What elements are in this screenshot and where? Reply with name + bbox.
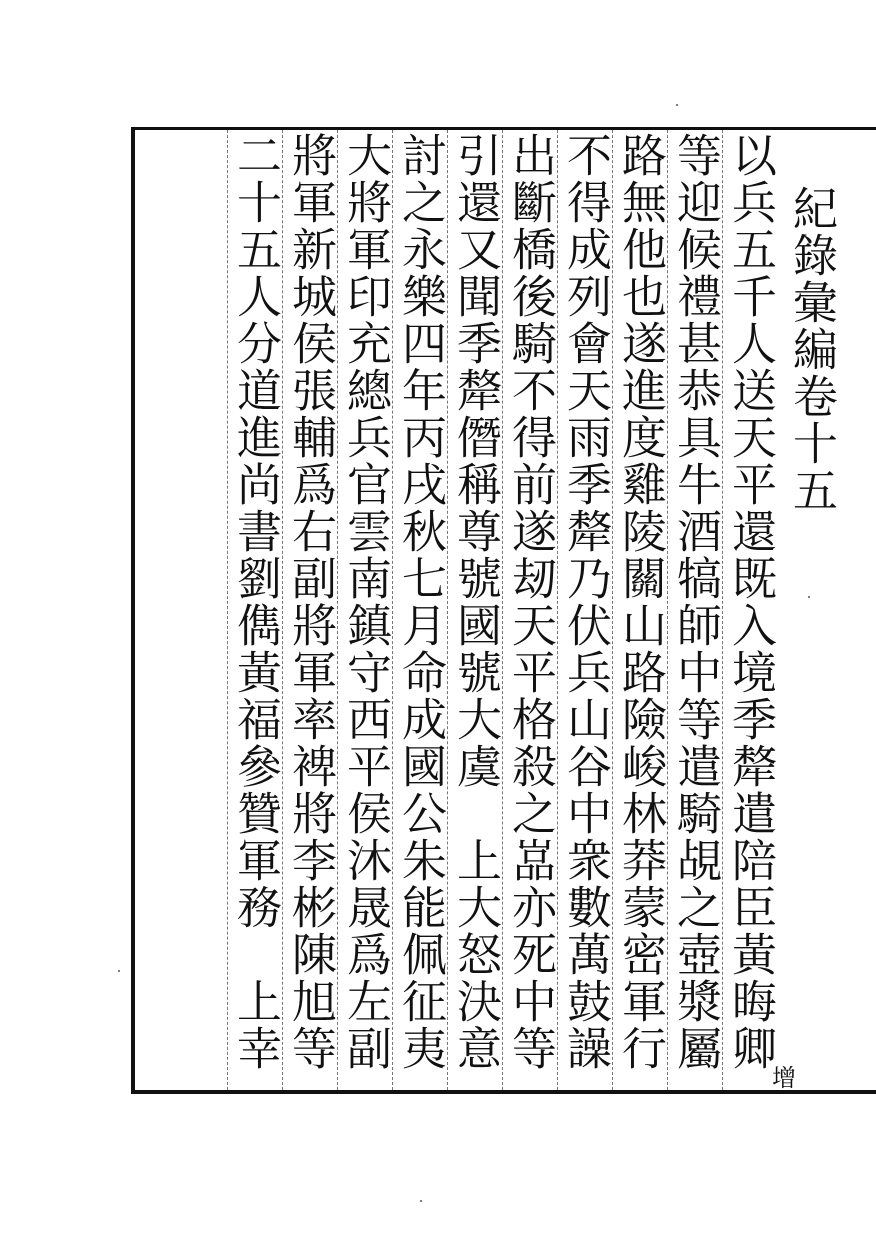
text-column-5: 出斷橋後騎不得前遂刼天平格殺之嵓亦死中等 [504,132,557,1072]
text-column-10: 二十五人分道進尚書劉儁黃福參贊軍務 上幸 [229,132,282,1072]
text-column-2: 等迎候禮甚恭具牛酒犒師中等遣騎覘之壺漿屬 [669,132,722,1072]
scan-speck [420,1200,422,1202]
text-column-7: 討之永樂四年丙戌秋七月命成國公朱能佩征夷 [394,132,447,1072]
margin-title: 紀錄彙編卷十五 [785,185,838,514]
text-column-9: 將軍新城侯張輔爲右副將軍率裨將李彬陳旭等 [284,132,337,1072]
scan-speck [118,970,120,972]
column-rule [227,130,228,1090]
column-rule [502,130,503,1090]
column-rule [392,130,393,1090]
column-rule [667,130,668,1090]
column-rule [722,130,723,1090]
text-column-3: 路無他也遂進度雞陵關山路險峻林莽蒙密軍行 [614,132,667,1072]
scan-speck [808,596,810,598]
column-rule [612,130,613,1090]
text-column-6: 引還又聞季犛僭稱尊號國號大虞 上大怒決意 [449,132,502,1072]
text-column-1: 以兵五千人送天平還既入境季犛遣陪臣黃晦卿 [724,132,777,1072]
column-rule [447,130,448,1090]
column-rule [557,130,558,1090]
column-rule [337,130,338,1090]
margin-note: 增 [772,1064,796,1092]
scan-speck [676,104,678,106]
column-rule [282,130,283,1090]
text-column-8: 大將軍印充總兵官雲南鎮守西平侯沐晟爲左副 [339,132,392,1072]
text-column-4: 不得成列會天雨季犛乃伏兵山谷中衆數萬鼓譟 [559,132,612,1072]
